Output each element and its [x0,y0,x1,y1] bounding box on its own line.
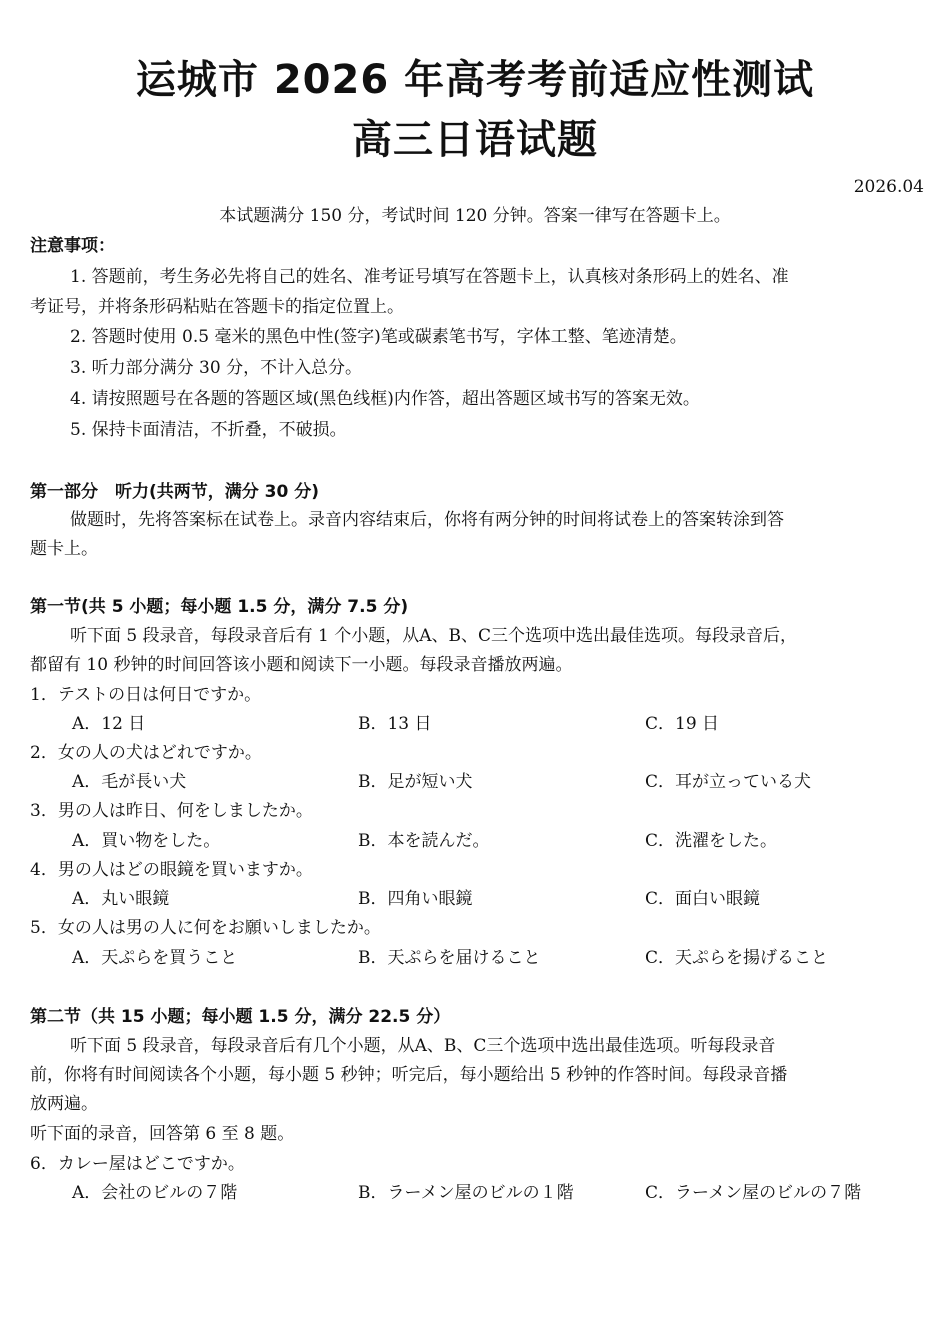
question-3: 3．男の人は昨日、何をしましたか。 [30,801,313,821]
question-3-option-b: B．本を読んだ。 [358,831,490,851]
exam-title: 运城市 2026 年高考考前适应性测试 [135,57,815,103]
notice-item-1: 1. 答题前，考生务必先将自己的姓名、准考证号填写在答题卡上，认真核对条形码上的姓名、准 [70,267,789,287]
exam-intro: 本试题满分 150 分，考试时间 120 分钟。答案一律写在答题卡上。 [219,206,731,226]
notice-item-1-cont: 考证号，并将条形码粘贴在答题卡的指定位置上。 [30,297,404,317]
question-1-option-a: A．12 日 [72,714,146,734]
question-4-option-a: A．丸い眼鏡 [72,889,170,909]
question-4: 4．男の人はどの眼鏡を買いますか。 [30,860,313,880]
question-5-option-c: C．天ぷらを揚げること [645,948,829,968]
question-3-option-c: C．洗濯をした。 [645,831,778,851]
question-4-option-b: B．四角い眼鏡 [358,889,473,909]
section2-desc-cont: 前，你将有时间阅读各个小题，每小题 5 秒钟；听完后，每小题给出 5 秒钟的作答时间。每段录音播 [30,1065,788,1085]
question-5-option-b: B．天ぷらを届けること [358,948,541,968]
section1-heading: 第一节(共 5 小题；每小题 1.5 分，满分 7.5 分) [30,597,409,617]
section1-desc-cont: 都留有 10 秒钟的时间回答该小题和阅读下一小题。每段录音播放两遍。 [30,655,573,675]
question-2-option-a: A．毛が長い犬 [72,772,187,792]
question-6: 6．カレー屋はどこですか。 [30,1154,245,1174]
notice-item-5: 5. 保持卡面清洁，不折叠，不破损。 [70,420,347,440]
question-3-option-a: A．買い物をした。 [72,831,221,851]
exam-subtitle: 高三日语试题 [352,117,598,163]
question-6-option-a: A．会社のビルの７階 [72,1183,238,1203]
question-5-option-a: A．天ぷらを買うこと [72,948,238,968]
notice-heading: 注意事项： [30,236,115,256]
question-2: 2．女の人の犬はどれですか。 [30,743,262,763]
question-6-option-c: C．ラーメン屋のビルの７階 [645,1183,862,1203]
section2-heading: 第二节（共 15 小题；每小题 1.5 分，满分 22.5 分） [30,1007,451,1027]
question-4-option-c: C．面白い眼鏡 [645,889,761,909]
question-1: 1．テストの日は何日ですか。 [30,685,262,705]
section2-instruction: 听下面的录音，回答第 6 至 8 题。 [30,1124,295,1144]
part1-heading: 第一部分 听力(共两节，满分 30 分) [30,482,320,502]
question-1-option-b: B．13 日 [358,714,432,734]
question-1-option-c: C．19 日 [645,714,720,734]
question-5: 5．女の人は男の人に何をお願いしましたか。 [30,918,381,938]
question-2-option-b: B．足が短い犬 [358,772,473,792]
part1-desc-cont: 题卡上。 [30,539,98,559]
notice-item-2: 2. 答题时使用 0.5 毫米的黑色中性(签字)笔或碳素笔书写，字体工整、笔迹清楚。 [70,327,687,347]
question-6-option-b: B．ラーメン屋のビルの１階 [358,1183,574,1203]
section2-desc-end: 放两遍。 [30,1094,98,1114]
part1-desc: 做题时，先将答案标在试卷上。录音内容结束后，你将有两分钟的时间将试卷上的答案转涂到答 [70,510,784,530]
notice-item-3: 3. 听力部分满分 30 分，不计入总分。 [70,358,363,378]
section1-desc: 听下面 5 段录音，每段录音后有 1 个小题，从A、B、C三个选项中选出最佳选项。每段录音后， [70,626,798,646]
section2-desc: 听下面 5 段录音，每段录音后有几个小题，从A、B、C三个选项中选出最佳选项。听每段录音 [70,1036,776,1056]
notice-item-4: 4. 请按照题号在各题的答题区域(黑色线框)内作答，超出答题区域书写的答案无效。 [70,389,700,409]
question-2-option-c: C．耳が立っている犬 [645,772,812,792]
exam-date: 2026.04 [853,177,924,197]
